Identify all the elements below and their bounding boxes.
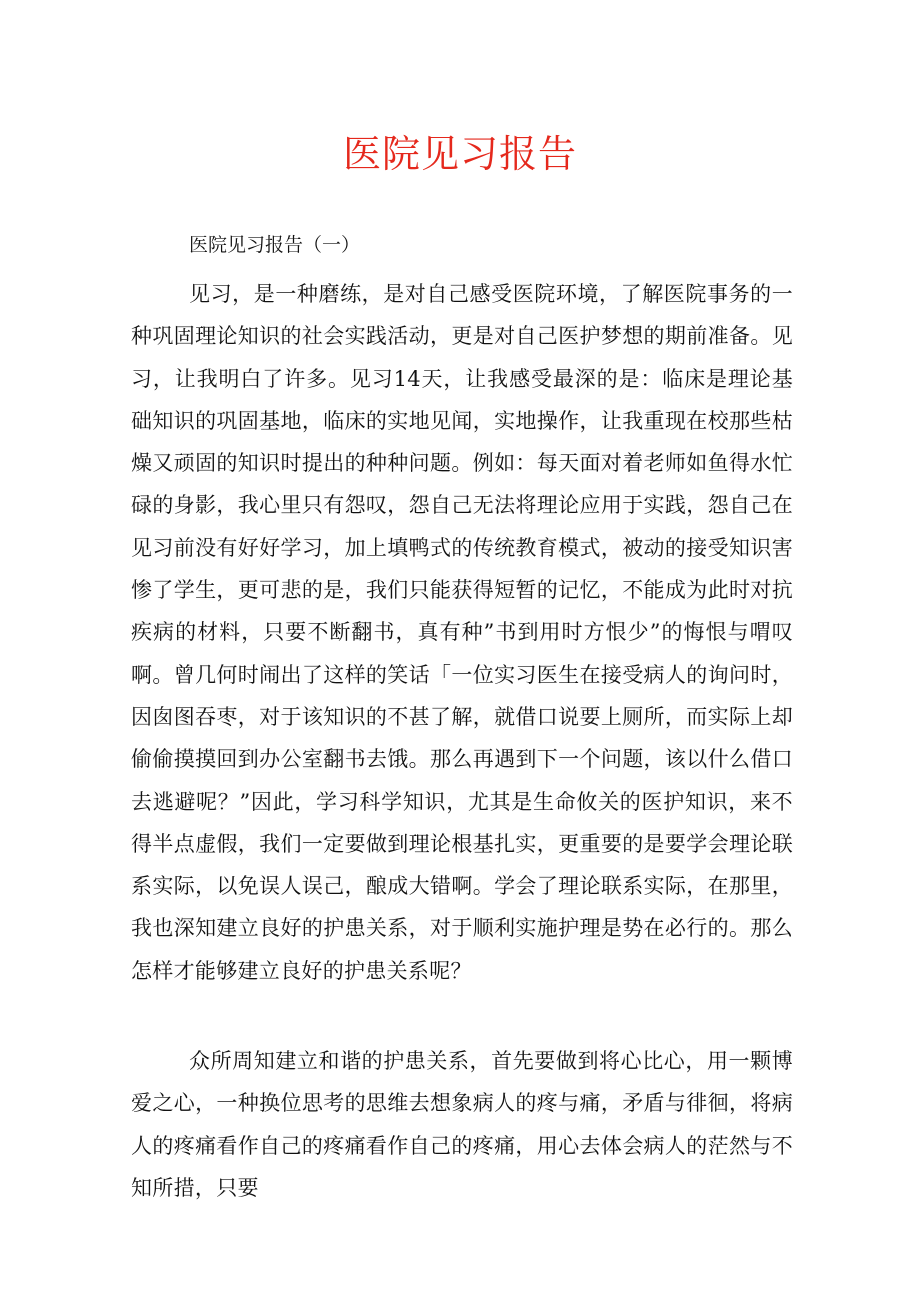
document-title: 医院见习报告 bbox=[342, 132, 577, 176]
body-paragraph-1: 见习，是一种磨练，是对自己感受医院环境，了解医院事务的一种巩固理论知识的社会实践活动，更是对自己医护梦想的期前准备。见习，让我明白了许多。见习14天，让我感受最深的是：临床是理论基础知识的巩固基地，临床的实地见闻，实地操作，让我重现在校那些枯燥又顽固的知识时提出的种种问题。例如：每天面对着老师如鱼得水忙碌的身影，我心里只有怨叹，怨自己无法将理论应用于实践，怨自己在见习前没有好好学习，加上填鸭式的传统教育模式，被动的接受知识害惨了学生，更可悲的是，我们只能获得短暂的记忆，不能成为此时对抗疾病的材料，只要不断翻书，真有种”书到用时方恨少”的悔恨与喟叹啊。曾几何时闹出了这样的笑话「一位实习医生在接受病人的询问时，因囱图吞枣，对于该知识的不甚了解，就借口说要上厕所，而实际上却偷偷摸摸回到办公室翻书去饿。那么再遇到下一个问题，该以什么借口去逃避呢？”因此，学习科学知识，尤其是生命攸关的医护知识，来不得半点虚假，我们一定要做到理论根基扎实，更重要的是要学会理论联系实际，以免误人误己，酿成大错啊。学会了理论联系实际，在那里，我也深知建立良好的护患关系，对于顺利实施护理是势在必行的。那么怎样才能够建立良好的护患关系呢？ bbox=[131, 282, 793, 983]
section-heading: 医院见习报告（一） bbox=[189, 234, 361, 256]
body-paragraph-2: 众所周知建立和谐的护患关系，首先要做到将心比心，用一颗博爱之心，一种换位思考的思维去想象病人的疼与痛，矛盾与徘徊，将病人的疼痛看作自己的疼痛看作自己的疼痛，用心去体会病人的茫然与不知所措，只要 bbox=[131, 1049, 793, 1200]
